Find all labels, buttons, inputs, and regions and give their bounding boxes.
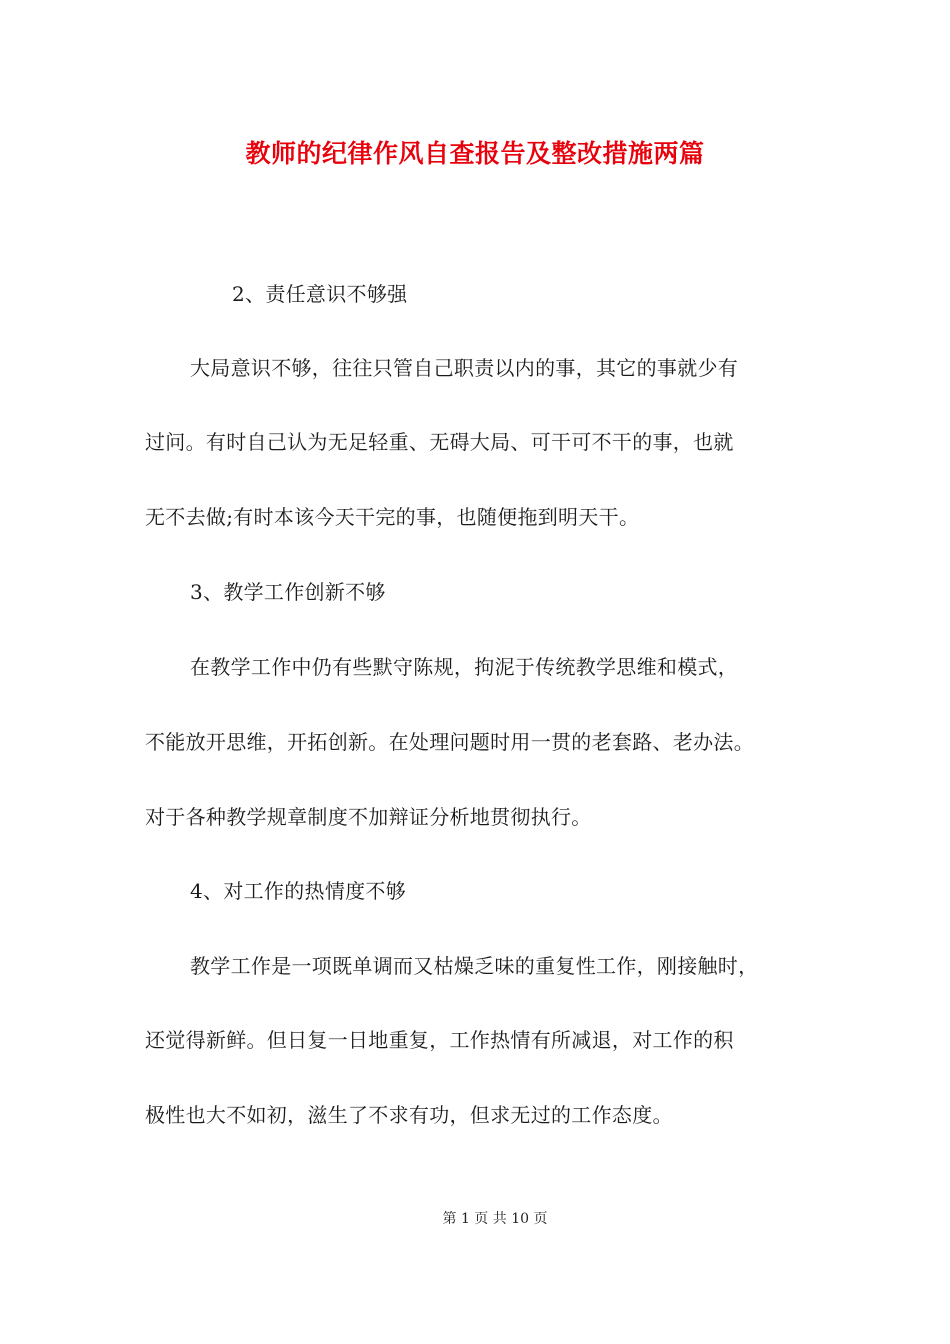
heading-3: 3、教学工作创新不够: [190, 580, 386, 604]
document-title: 教师的纪律作风自查报告及整改措施两篇: [245, 139, 705, 168]
paragraph-line: 教学工作是一项既单调而又枯燥乏味的重复性工作，刚接触时，: [190, 954, 759, 978]
heading-4: 4、对工作的热情度不够: [190, 879, 407, 903]
page-footer: 第 1 页 共 10 页: [442, 1211, 548, 1227]
paragraph-line: 对于各种教学规章制度不加辩证分析地贯彻执行。: [145, 805, 592, 829]
paragraph-line: 大局意识不够，往往只管自己职责以内的事，其它的事就少有: [190, 356, 739, 380]
paragraph-line: 在教学工作中仍有些默守陈规，拘泥于传统教学思维和模式，: [190, 655, 739, 679]
paragraph-line: 不能放开思维，开拓创新。在处理问题时用一贯的老套路、老办法。: [145, 730, 754, 754]
paragraph-line: 极性也大不如初，滋生了不求有功，但求无过的工作态度。: [145, 1103, 673, 1127]
paragraph-line: 还觉得新鲜。但日复一日地重复，工作热情有所减退，对工作的积: [145, 1028, 734, 1052]
paragraph-line: 无不去做;有时本该今天干完的事，也随便拖到明天干。: [145, 505, 640, 529]
heading-2: 2、责任意识不够强: [232, 282, 408, 306]
paragraph-line: 过问。有时自己认为无足轻重、无碍大局、可干可不干的事，也就: [145, 430, 734, 454]
